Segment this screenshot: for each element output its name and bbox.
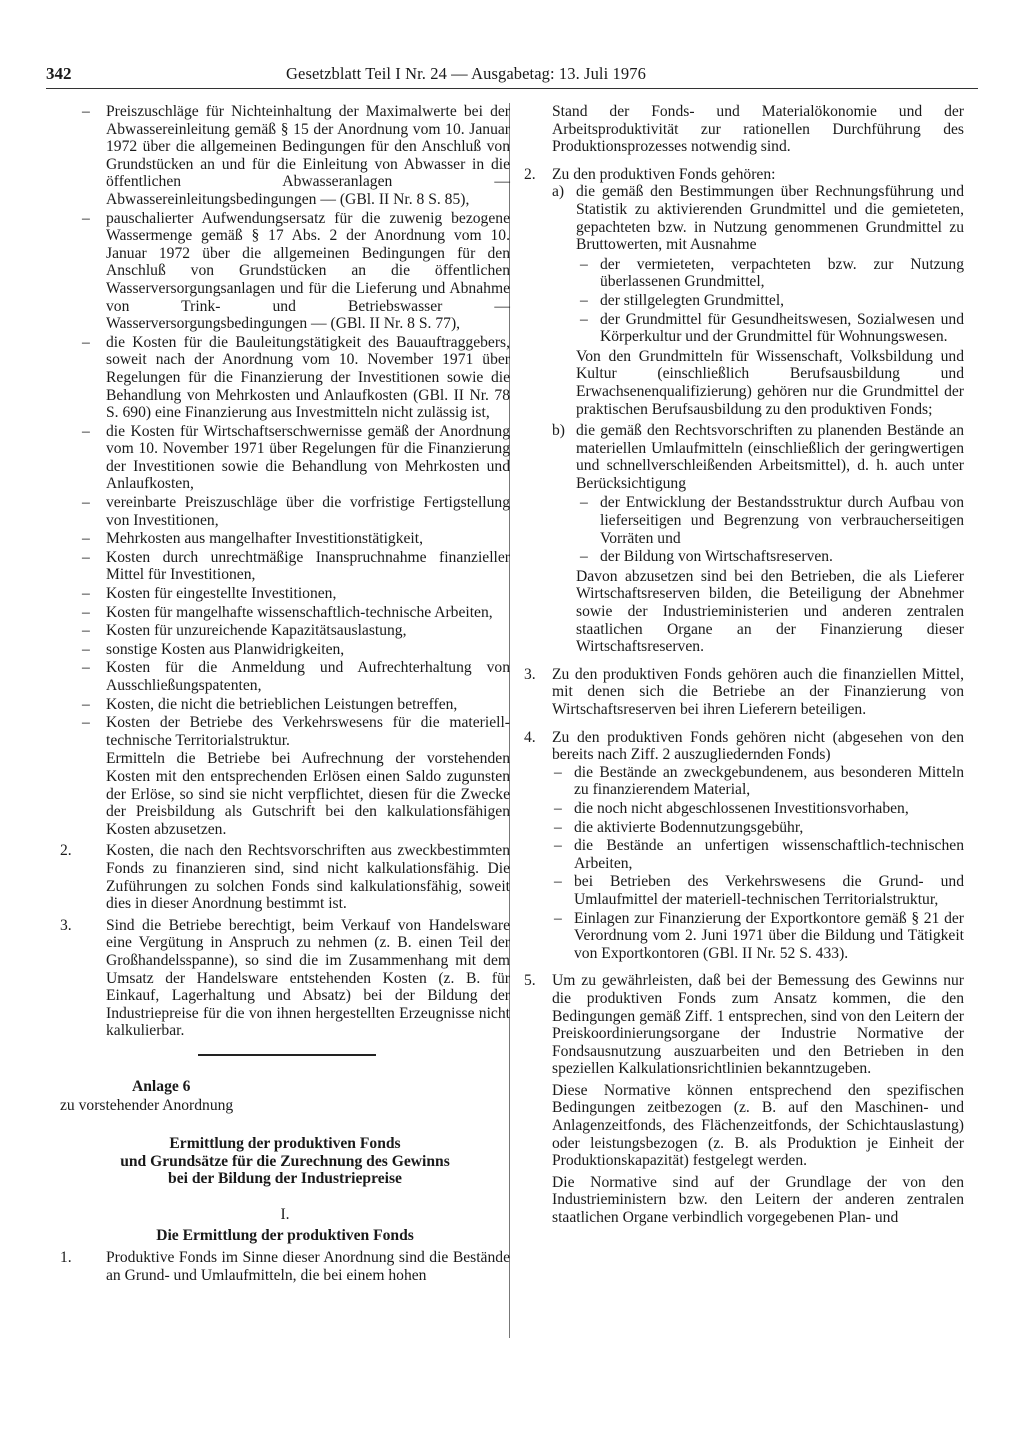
list-item-text: der stillgelegten Grundmittel, — [600, 291, 785, 309]
list-item: – Einlagen zur Finanzierung der Exportkontore gemäß § 21 der Verordnung vom 2. Juni 1971 über die Bildung und Tätigkeit von Exportkontoren (GBl. II Nr. 52 S. 433). — [554, 909, 964, 962]
sub-item-text: die gemäß den Bestimmungen über Rechnungsführung und Statistik zu aktivierenden Grundmittel und die gemieteten, gepachteten bzw. in Nutzung genommenen Grundmittel zu Bruttowerten, mit Ausnahme — [576, 183, 964, 254]
list-item-text: Kosten durch unrechtmäßige Inanspruchnahme finanzieller Mittel für Investitionen, — [106, 548, 510, 584]
list-item: – pauschalierter Aufwendungsersatz für die zuwenig bezogene Wassermenge gemäß § 17 Abs. 2 der Anordnung vom 10. Januar 1972 über die allgemeinen Bedingungen für den Anschluß von Grundstücken an die öffentlichen Wasserversorgungsanlagen und für die Lieferung und Abnahme von Trink- und Betriebswasser — Wasserversorgungsbedingungen — (GBl. II Nr. 8 S. 77), — [82, 209, 510, 333]
item-paragraph: Diese Normative können entsprechend den spezifischen Bedingungen zeitbezogen (z. B. auf den Maschinen- und Anlagenzeitfonds, des Flächenzeitfonds, der Schichtauslastung) oder leistungsbezogen (z. B. als Produktion je Einheit der Produktionskapazität) festgelegt werden. — [552, 1081, 964, 1170]
left-column — [60, 103, 510, 1288]
heading-line: Ermittlung der produktiven Fonds — [169, 1135, 401, 1153]
item-text: Produktive Fonds im Sinne dieser Anordnung sind die Bestände an Grund- und Umlaufmitteln, die bei einem hohen — [106, 1249, 510, 1284]
page-header — [46, 64, 978, 88]
list-item: – der Grundmittel für Gesundheitswesen, Sozialwesen und Körperkultur und der Grundmittel für Wohnungswesen. — [580, 310, 964, 346]
continuation-paragraph: Stand der Fonds- und Materialökonomie und der Arbeitsproduktivität zur rationellen Durchführung des Produktionsprozesses notwendig sind. — [552, 103, 964, 156]
list-item: – der Entwicklung der Bestandsstruktur durch Aufbau von lieferseitigen und Begrenzung von verbraucherseitigen Vorräten und — [580, 494, 964, 547]
sub-item-paragraph: Davon abzusetzen sind bei den Betrieben, die als Lieferer Wirtschaftsreserven bilden, die Beteiligung der Abnehmer sowie der Industrieministerien und anderen zentralen staatlichen Organe an der Finanzierung dieser Wirtschaftsreserven. — [576, 567, 964, 656]
numbered-item-4 — [524, 729, 964, 963]
list-item-text: Mehrkosten aus mangelhafter Investitionstätigkeit, — [106, 530, 423, 548]
list-item: – Kosten durch unrechtmäßige Inanspruchnahme finanzieller Mittel für Investitionen, — [82, 548, 510, 584]
list-item: – die noch nicht abgeschlossenen Investitionsvorhaben, — [554, 799, 909, 817]
heading-line: und Grundsätze für die Zurechnung des Gewinns — [120, 1152, 450, 1170]
document-heading — [60, 1135, 510, 1188]
item-number: 5. — [524, 972, 536, 990]
item-text: Zu den produktiven Fonds gehören: — [552, 165, 776, 183]
list-item-text: Kosten für die Anmeldung und Aufrechterhaltung von Ausschließungspatenten, — [106, 659, 510, 694]
list-item-text: die Kosten für die Bauleitungstätigkeit des Bauauftraggebers, soweit nach der Anordnung vom 10. November 1971 über Regelungen für die Finanzierung der Investitionen sowie die Behandlung von Mehrkosten und Anlaufkosten (GBl. II Nr. 78 S. 690) eine Finanzierung aus Investmitteln nicht zulässig ist, — [106, 333, 510, 422]
numbered-item-5 — [524, 972, 964, 1226]
list-item-text: die noch nicht abgeschlossenen Investitionsvorhaben, — [574, 799, 909, 817]
list-item: – vereinbarte Preiszuschläge über die vorfristige Fertigstellung von Investitionen, — [82, 494, 510, 529]
list-item: – die Bestände an unfertigen wissenschaftlich-technischen Arbeiten, — [554, 837, 964, 872]
list-item-text: der Bildung von Wirtschaftsreserven. — [600, 548, 833, 566]
running-head: Gesetzblatt Teil I Nr. 24 — Ausgabetag: 13. Juli 1976 — [286, 64, 646, 83]
list-item-text: pauschalierter Aufwendungsersatz für die zuwenig bezogene Wassermenge gemäß § 17 Abs. 2 der Anordnung vom 10. Januar 1972 über die allgemeinen Bedingungen für den Anschluß von Grundstücken an die öffentlichen Wasserversorgungsanlagen und für die Lieferung und Abnahme von Trink- und Betriebswasser — Wasserversorgungsbedingungen — (GBl. II Nr. 8 S. 77), — [106, 209, 510, 333]
item-text: Kosten, die nach den Rechtsvorschriften aus zweckbestimmten Fonds zu finanzieren sind, sind nicht kalkulationsfähig. Die Zuführungen zu solchen Fonds sind kalkulationsfähig, soweit dies in dieser Anordnung bestimmt ist. — [106, 842, 510, 913]
item-number: 2. — [524, 165, 536, 183]
list-item-text: sonstige Kosten aus Planwidrigkeiten, — [106, 640, 345, 658]
list-item: – der vermieteten, verpachteten bzw. zur Nutzung überlassenen Grundmittel, — [580, 255, 964, 291]
list-item: – die Kosten für die Bauleitungstätigkeit des Bauauftraggebers, soweit nach der Anordnung vom 10. November 1971 über Regelungen für die Finanzierung der Investitionen sowie die Behandlung von Mehrkosten und Anlaufkosten (GBl. II Nr. 78 S. 690) eine Finanzierung aus Investmitteln nicht zulässig ist, — [82, 333, 510, 422]
sub-item-label: a) — [552, 183, 565, 201]
list-item-text: die Bestände an zweckgebundenem, aus besonderen Mitteln zu finanzierendem Material, — [574, 763, 964, 799]
numbered-item-3 — [60, 917, 510, 1040]
sub-item-paragraph: Von den Grundmitteln für Wissenschaft, Volksbildung und Kultur (einschließlich Berufsausbildung und Erwachsenenqualifizierung) gehören nur die Grundmittel der praktischen Berufsausbildung zu den produktiven Fonds; — [576, 347, 964, 418]
item-number: 1. — [60, 1249, 72, 1267]
item-text: Um zu gewährleisten, daß bei der Bemessung des Gewinns nur die produktiven Fonds zum Ansatz kommen, die den Bedingungen gemäß Ziff. 1 entsprechen, sind von den Leitern der Preiskoordinierungsorgane der Industrie Normative der Fondsausnutzung auszuarbeiten und den Betrieben in den speziellen Kalkulationsrichtlinien bekanntzugeben. — [552, 972, 964, 1078]
list-item-text: Kosten, die nicht die betrieblichen Leistungen betreffen, — [106, 695, 458, 713]
item-text: Sind die Betriebe berechtigt, beim Verkauf von Handelsware eine Vergütung in Anspruch zu nehmen (z. B. einen Teil der Großhandelsspanne), so sind die im Zusammenhang mit dem Umsatz der Handelsware entstehenden Kosten (z. B. für Einkauf, Lagerhaltung und Absatz) bei der Bildung der Industriepreise für die von ihnen hergestellten Erzeugnisse nicht kalkulierbar. — [106, 916, 510, 1040]
list-item-text: die Bestände an unfertigen wissenschaftlich-technischen Arbeiten, — [574, 837, 964, 872]
list-item: – die Bestände an zweckgebundenem, aus besonderen Mitteln zu finanzierendem Material, — [554, 763, 964, 799]
item-text: Zu den produktiven Fonds gehören nicht (abgesehen von den bereits nach Ziff. 2 auszugliedernden Fonds) — [552, 728, 964, 764]
sub-item-text: die gemäß den Rechtsvorschriften zu planenden Bestände an materiellen Umlaufmitteln (einschließlich der geringwertigen und schnellverschleißenden Arbeitsmittel), d. h. auch unter Berücksichtigung — [576, 422, 964, 492]
list-item-text: der Grundmittel für Gesundheitswesen, Sozialwesen und Körperkultur und der Grundmittel für Wohnungswesen. — [600, 310, 964, 346]
list-item-text: Kosten der Betriebe des Verkehrswesens für die materiell-technische Territorialstruktur. — [106, 714, 510, 749]
list-item-text: der Entwicklung der Bestandsstruktur durch Aufbau von lieferseitigen und Begrenzung von verbraucherseitigen Vorräten und — [600, 494, 964, 547]
list-item: – Kosten für unzureichende Kapazitätsauslastung, — [82, 622, 407, 640]
section-numeral: I. — [280, 1205, 290, 1223]
numbered-item-3 — [524, 666, 964, 719]
sub-item-label: b) — [552, 422, 565, 440]
numbered-item-2 — [60, 842, 510, 912]
annex-subtitle: zu vorstehender Anordnung — [60, 1097, 234, 1115]
list-item: – der Bildung von Wirtschaftsreserven. — [580, 548, 833, 566]
list-item-text: der vermieteten, verpachteten bzw. zur Nutzung überlassenen Grundmittel, — [600, 255, 964, 291]
list-item: – bei Betrieben des Verkehrswesens die Grund- und Umlaufmittel der materiell-technischen Territorialstruktur, — [554, 873, 964, 908]
numbered-item-1 — [60, 1249, 510, 1284]
section-separator — [198, 1054, 376, 1056]
list-item-text: Einlagen zur Finanzierung der Exportkontore gemäß § 21 der Verordnung vom 2. Juni 1971 über die Bildung und Tätigkeit von Exportkontoren (GBl. II Nr. 52 S. 433). — [574, 909, 964, 962]
section-title: Die Ermittlung der produktiven Fonds — [156, 1227, 414, 1245]
list-item-text: Preiszuschläge für Nichteinhaltung der Maximalwerte bei der Abwassereinleitung gemäß § 15 der Anordnung vom 10. Januar 1972 über die allgemeinen Bedingungen für den Anschluß von Grundstücken an und für die Einleitung von Abwasser in die öffentlichen Abwasseranlagen — Abwassereinleitungsbedingungen — (GBl. II Nr. 8 S. 85), — [106, 103, 510, 208]
annex-title: Anlage 6 — [132, 1077, 191, 1095]
list-item-text: Kosten für mangelhafte wissenschaftlich-technische Arbeiten, — [106, 603, 493, 621]
list-item-text: die aktivierte Bodennutzungsgebühr, — [574, 818, 804, 836]
list-item: – die Kosten für Wirtschaftserschwernisse gemäß der Anordnung vom 10. November 1971 über Regelungen für die Finanzierung der Investitionen sowie die Behandlung von Mehrkosten und Anlaufkosten, — [82, 422, 510, 493]
list-item-text: Kosten für eingestellte Investitionen, — [106, 585, 337, 603]
list-item: – Kosten für die Anmeldung und Aufrechterhaltung von Ausschließungspatenten, — [82, 659, 510, 694]
numbered-item-2 — [524, 166, 964, 656]
list-item: – Kosten für eingestellte Investitionen, — [82, 585, 337, 603]
list-item: – Kosten der Betriebe des Verkehrswesens für die materiell-technische Territorialstruktur. — [82, 714, 510, 749]
item-paragraph: Die Normative sind auf der Grundlage der von den Industrieministern bzw. den Leitern der anderen zentralen staatlichen Organe verbindlich vorgegebenen Plan- und — [552, 1173, 964, 1227]
list-item-text: Kosten für unzureichende Kapazitätsauslastung, — [106, 622, 407, 640]
item-number: 4. — [524, 728, 536, 746]
header-rule — [46, 88, 978, 89]
heading-line: bei der Bildung der Industriepreise — [168, 1170, 402, 1188]
list-item: – die aktivierte Bodennutzungsgebühr, — [554, 818, 804, 836]
list-item-text: die Kosten für Wirtschaftserschwernisse gemäß der Anordnung vom 10. November 1971 über Regelungen für die Finanzierung der Investitionen sowie die Behandlung von Mehrkosten und Anlaufkosten, — [106, 422, 510, 493]
item-text: Zu den produktiven Fonds gehören auch die finanziellen Mittel, mit denen sich die Betriebe an der Finanzierung von Wirtschaftsreserven bei ihren Lieferern beteiligen. — [552, 665, 964, 718]
sub-item-b — [552, 422, 964, 492]
page-number: 342 — [46, 64, 72, 83]
item-number: 3. — [524, 665, 536, 683]
item-number: 3. — [60, 916, 72, 934]
list-item: – sonstige Kosten aus Planwidrigkeiten, — [82, 640, 345, 658]
right-column — [524, 103, 964, 1231]
list-item: – Kosten für mangelhafte wissenschaftlich-technische Arbeiten, — [82, 603, 493, 621]
list-item-text: bei Betrieben des Verkehrswesens die Grund- und Umlaufmittel der materiell-technischen Territorialstruktur, — [574, 873, 964, 908]
list-item: – Kosten, die nicht die betrieblichen Leistungen betreffen, — [82, 695, 458, 713]
item-number: 2. — [60, 842, 72, 860]
list-item: – Mehrkosten aus mangelhafter Investitionstätigkeit, — [82, 530, 423, 548]
list-item-text: vereinbarte Preiszuschläge über die vorfristige Fertigstellung von Investitionen, — [106, 494, 510, 529]
closing-paragraph: Ermitteln die Betriebe bei Aufrechnung der vorstehenden Kosten mit den entsprechenden Erlösen einen Saldo zugunsten der Erlöse, so sind sie nicht verpflichtet, diesen für die Zwecke der Preisbildung als Gutschrift bei den kalkulationsfähigen Kosten abzusetzen. — [106, 750, 510, 838]
sub-item-a — [552, 183, 964, 253]
list-item: – Preiszuschläge für Nichteinhaltung der Maximalwerte bei der Abwassereinleitung gemäß § 15 der Anordnung vom 10. Januar 1972 über die allgemeinen Bedingungen für den Anschluß von Grundstücken an und für die Einleitung von Abwasser in die öffentlichen Abwasseranlagen — Abwassereinleitungsbedingungen — (GBl. II Nr. 8 S. 85), — [82, 103, 510, 208]
list-item: – der stillgelegten Grundmittel, — [580, 291, 785, 309]
